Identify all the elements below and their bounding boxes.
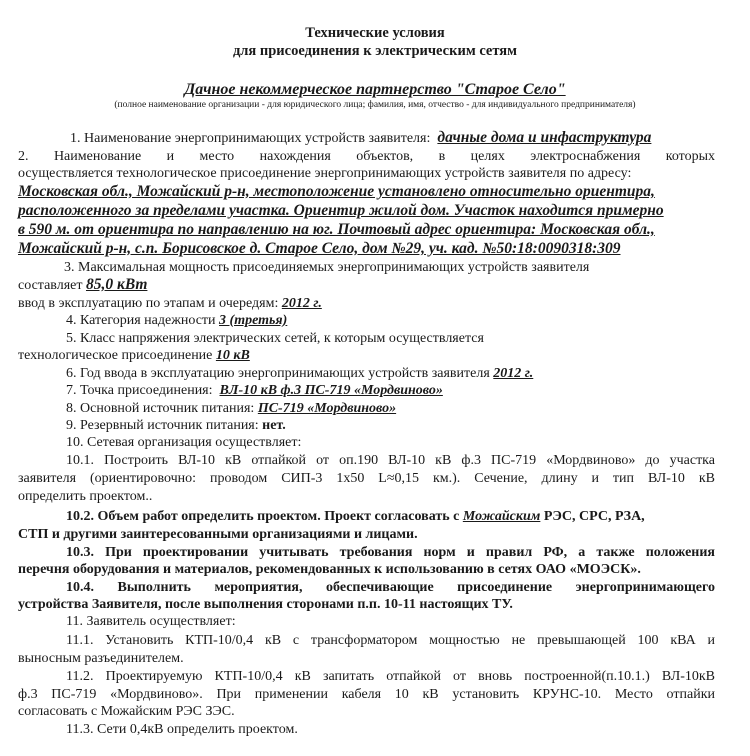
item-10-2-line-1: 10.2. Объем работ определить проектом. Проект согласовать с Можайским РЭС, СРС, РЗА, [66, 509, 645, 524]
title-line-1: Технические условия [305, 25, 445, 41]
organization-name: Дачное некоммерческое партнерство "Старое Село" [184, 81, 566, 98]
item-3-phases-value: 2012 г. [281, 296, 322, 311]
item-8-value: ПС-719 «Мордвиново» [257, 401, 397, 416]
item-5-line-1: 5. Класс напряжения электрических сетей, к которым осуществляется [66, 331, 484, 346]
item-2-line-1: 2. Наименование и место нахождения объектов, в целях электроснабжения которых [18, 149, 715, 164]
item-11-2-line-1: 11.2. Проектируемую КТП-10/0,4 кВ запитать отпайкой от вновь построенной(п.10.1.) ВЛ-10кВ [66, 669, 715, 684]
item-10-4-line-1: 10.4. Выполнить мероприятия, обеспечивающие присоединение энергопринимающего [66, 580, 715, 595]
item-11-3: 11.3. Сети 0,4кВ определить проектом. [66, 722, 298, 737]
item-10-1-line-2: заявителя (ориентировочно: проводом СИП-3 1х50 L≈0,15 км.). Сечение, длину и тип ВЛ-10 кВ [18, 471, 715, 486]
item-11-2-line-3: согласовать с Можайским РЭС ЗЭС. [18, 704, 235, 719]
item-4: 4. Категория надежности 3 (третья) [66, 313, 288, 328]
item-7-value: ВЛ-10 кВ ф.3 ПС-719 «Мордвиново» [219, 383, 443, 398]
item-7: 7. Точка присоединения: ВЛ-10 кВ ф.3 ПС-719 «Мордвиново» [66, 383, 443, 398]
item-3-power: составляет 85,0 кВт [18, 276, 148, 293]
item-9: 9. Резервный источник питания: нет. [66, 418, 286, 433]
item-2-line-2: осуществляется технологическое присоединение энергопринимающих устройств заявителя по адресу: [18, 166, 632, 181]
item-2-address-2: расположенного за пределами участка. Ориентир жилой дом. Участок находится примерно [18, 202, 664, 219]
item-11-1-line-2: выносным разъединителем. [18, 651, 184, 666]
item-6: 6. Год ввода в эксплуатацию энергопринимающих устройств заявителя 2012 г. [66, 366, 534, 381]
item-10-3-line-1: 10.3. При проектировании учитывать требования норм и правил РФ, а также положения [66, 545, 715, 560]
item-10-4-line-2: устройства Заявителя, после выполнения сторонами п.п. 10-11 настоящих ТУ. [18, 597, 513, 612]
item-1: 1. Наименование энергопринимающих устройств заявителя: дачные дома и инфаструктура [70, 129, 652, 146]
item-10: 10. Сетевая организация осуществляет: [66, 435, 302, 450]
item-2-address-4: Можайский р-н, с.п. Борисовское д. Старое Село, дом №29, уч. кад. №50:18:0090318:309 [18, 240, 621, 257]
item-2-address-1: Московская обл., Можайский р-н, местоположение установлено относительно ориентира, [18, 183, 655, 200]
item-11: 11. Заявитель осуществляет: [66, 614, 236, 629]
item-3-phases: ввод в эксплуатацию по этапам и очередям: 2012 г. [18, 296, 322, 311]
item-9-value: нет. [262, 418, 286, 433]
item-2-address-3: в 590 м. от ориентира по направлению на юг. Почтовый адрес ориентира: Московская обл., [18, 221, 655, 238]
item-6-value: 2012 г. [493, 366, 534, 381]
item-5-value: 10 кВ [215, 348, 250, 363]
item-3-line-1: 3. Максимальная мощность присоединяемых энергопринимающих устройств заявителя [64, 260, 590, 275]
item-10-2-district: Можайским [462, 509, 541, 524]
item-11-2-line-2: ф.3 ПС-719 «Мордвиново». При применении кабеля 10 кВ установить КРУНС-10. Место отпайки [18, 687, 715, 702]
item-10-3-line-2: перечня оборудования и материалов, рекомендованных к использованию в сетях ОАО «МОЭСК». [18, 562, 641, 577]
item-4-value: 3 (третья) [219, 313, 288, 328]
item-3-power-value: 85,0 кВт [85, 276, 148, 293]
item-5-line-2: технологическое присоединение 10 кВ [18, 348, 250, 363]
item-1-value: дачные дома и инфаструктура [437, 129, 652, 146]
item-10-1-line-3: определить проектом.. [18, 489, 153, 504]
item-11-1-line-1: 11.1. Установить КТП-10/0,4 кВ с трансформатором мощностью не превышающей 100 кВА и [66, 633, 715, 648]
title-line-2: для присоединения к электрическим сетям [232, 43, 518, 59]
item-8: 8. Основной источник питания: ПС-719 «Мордвиново» [66, 401, 397, 416]
item-10-2-line-2: СТП и другими заинтересованными организациями и лицами. [18, 527, 418, 542]
organization-note: (полное наименование организации - для юридического лица; фамилия, имя, отчество - для индивидуального предпринимателя) [114, 100, 636, 110]
item-10-1-line-1: 10.1. Построить ВЛ-10 кВ отпайкой от оп.190 ВЛ-10 кВ ф.3 ПС-719 «Мордвиново» до участка [66, 453, 715, 468]
